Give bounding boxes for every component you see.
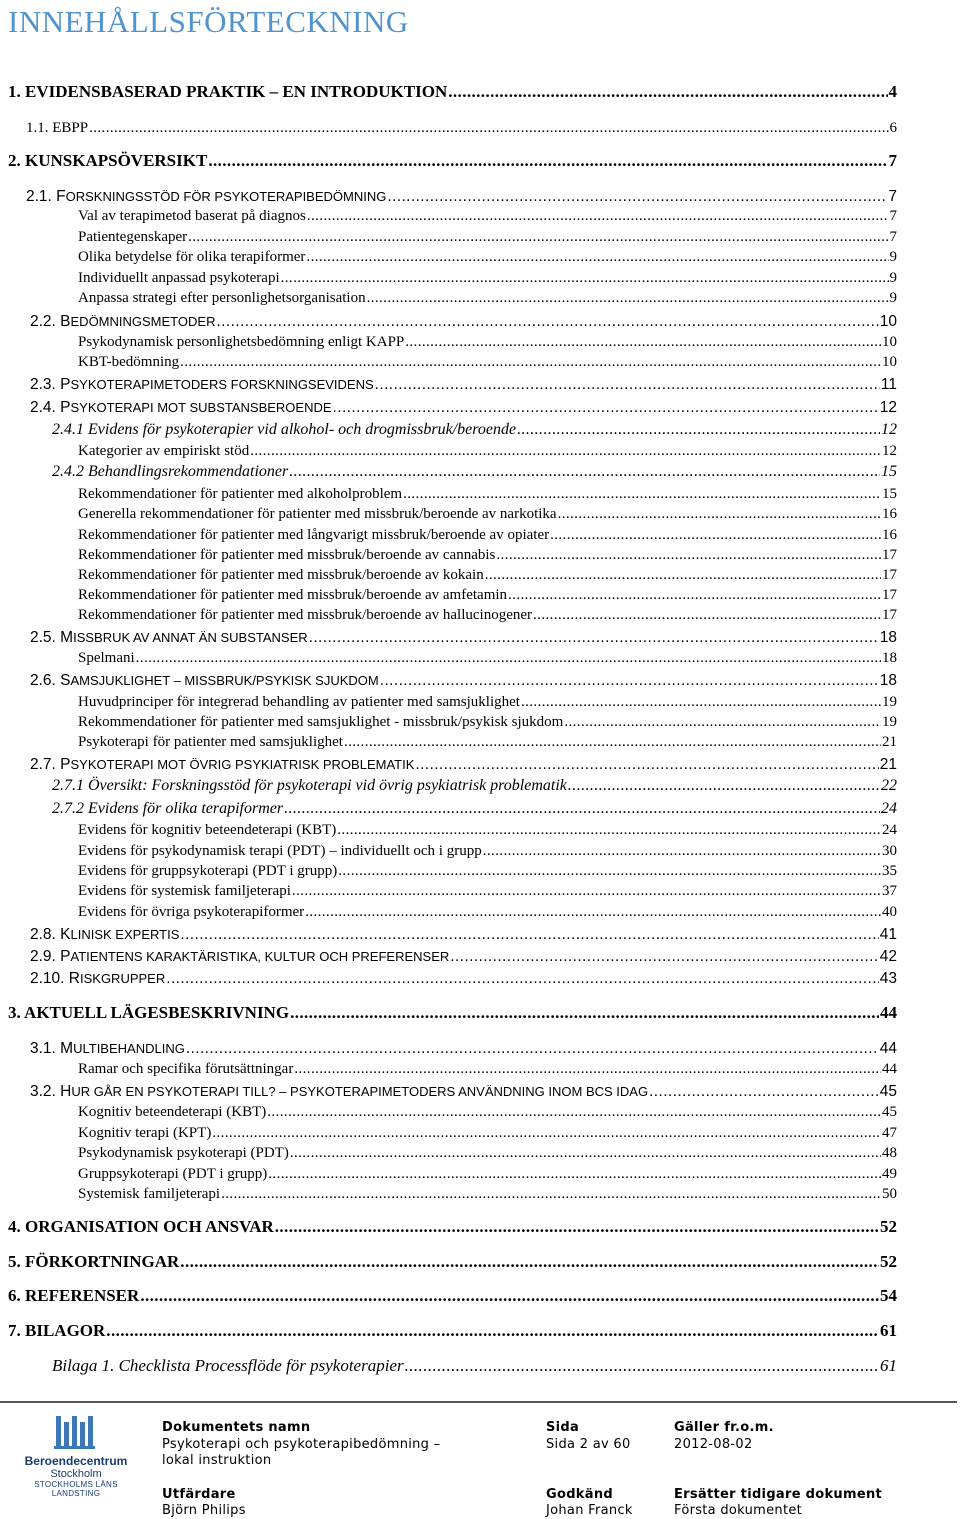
toc-page-number: 11 [880, 376, 897, 393]
toc-page-number: 61 [880, 1321, 897, 1340]
toc-page-number: 61 [880, 1356, 897, 1375]
toc-dot-leader [338, 863, 881, 880]
toc-page-number: 42 [879, 948, 897, 965]
toc-entry[interactable] [78, 883, 897, 900]
toc-entry-title: 2.4.1 Evidens för psykoterapier vid alkohol- och drogmissbruk/beroende [52, 421, 517, 438]
toc-entry[interactable] [26, 120, 897, 137]
toc-page-number: 30 [882, 843, 897, 859]
toc-dot-leader [485, 567, 881, 584]
toc-entry-rest: SYKOTERAPI MOT SUBSTANSBEROENDE [70, 400, 332, 415]
toc-entry-title [26, 188, 386, 206]
toc-entry[interactable] [78, 1145, 897, 1162]
toc-page-number: 9 [889, 249, 897, 265]
toc-dot-leader [275, 1217, 879, 1237]
toc-page-number: 7 [888, 188, 897, 205]
toc-entry-title: Ramar och specifika förutsättningar [78, 1061, 294, 1077]
toc-page-number: 54 [880, 1286, 897, 1305]
toc-dot-leader [533, 607, 881, 624]
toc-page-number: 21 [882, 734, 897, 750]
toc-page-number: 18 [879, 629, 897, 646]
toc-entry-title: Patientegenskaper [78, 229, 188, 245]
toc-dot-leader [294, 1061, 881, 1078]
toc-entry[interactable] [78, 290, 897, 307]
toc-page-number: 41 [879, 926, 897, 943]
toc-dot-leader [289, 463, 880, 481]
page-label: Sida [546, 1420, 580, 1435]
toc-dot-leader [186, 1040, 879, 1058]
toc-entry[interactable] [30, 376, 897, 394]
toc-dot-leader [568, 777, 880, 795]
valid-from-value: 2012-08-02 [674, 1437, 753, 1452]
toc-entry-title [30, 376, 374, 394]
toc-page-number: 17 [882, 547, 897, 563]
toc-entry-title: 4. ORGANISATION OCH ANSVAR [8, 1217, 274, 1236]
toc-entry-number: 2.5. [30, 629, 61, 646]
toc-page-number: 44 [882, 1061, 897, 1077]
toc-entry[interactable] [78, 734, 897, 751]
toc-entry-title [30, 926, 179, 944]
toc-entry[interactable] [78, 843, 897, 860]
toc-entry-title: Bilaga 1. Checklista Processflöde för psykoterapier [52, 1356, 404, 1375]
toc-entry-rest: SYKOTERAPI MOT ÖVRIG PSYKIATRISK PROBLEMATIK [70, 757, 415, 772]
toc-page-number: 9 [889, 290, 897, 306]
toc-page-number: 10 [879, 313, 897, 330]
toc-entry-rest: AMSJUKLIGHET – MISSBRUK/PSYKISK SJUKDOM [70, 673, 379, 688]
toc-dot-leader [333, 399, 879, 417]
toc-entry[interactable] [78, 567, 897, 584]
toc-page-number: 4 [888, 82, 897, 101]
toc-entry[interactable] [30, 672, 897, 690]
toc-entry-title: 3. AKTUELL LÄGESBESKRIVNING [8, 1003, 290, 1022]
toc-page-number: 45 [879, 1083, 897, 1100]
toc-entry-number: 3.2. [30, 1083, 61, 1100]
toc-entry[interactable] [8, 1252, 897, 1272]
beroendecentrum-logo-icon [48, 1414, 104, 1454]
toc-entry-title [30, 970, 165, 988]
toc-dot-leader [216, 313, 878, 331]
toc-entry-title: Psykodynamisk psykoterapi (PDT) [78, 1145, 289, 1161]
toc-page-number: 17 [882, 587, 897, 603]
toc-dot-leader [307, 208, 889, 225]
toc-entry-rest: EDÖMNINGSMETODER [70, 314, 216, 329]
doc-name-label: Dokumentets namn [162, 1420, 311, 1435]
toc-entry-number: 3.1. [30, 1040, 61, 1057]
toc-entry-initial: M [60, 629, 74, 646]
toc-page-number: 6 [889, 120, 897, 136]
toc-dot-leader [521, 694, 881, 711]
toc-entry-number: 2.9. [30, 948, 61, 965]
toc-entry-initial: P [60, 376, 71, 393]
toc-entry[interactable] [8, 1286, 897, 1306]
toc-dot-leader [89, 120, 888, 137]
toc-dot-leader [448, 82, 887, 102]
toc-entry-rest: ULTIBEHANDLING [73, 1041, 185, 1056]
toc-entry-title [30, 629, 308, 647]
toc-entry-title: 1.1. EBPP [26, 120, 89, 136]
toc-dot-leader [290, 1003, 879, 1023]
toc-dot-leader [140, 1286, 879, 1306]
toc-entry-rest: LINISK EXPERTIS [70, 927, 180, 942]
toc-entry[interactable] [78, 506, 897, 523]
toc-entry[interactable] [30, 926, 897, 944]
toc-entry[interactable] [52, 777, 897, 795]
toc-entry-title: Rekommendationer för patienter med långvarigt missbruk/beroende av opiater [78, 527, 550, 543]
toc-entry[interactable] [78, 229, 897, 246]
page-title: INNEHÅLLSFÖRTECKNING [8, 4, 409, 39]
footer-divider [0, 1401, 957, 1403]
toc-entry[interactable] [78, 1186, 897, 1203]
toc-entry-title: 2.7.1 Översikt: Forskningsstöd för psykoterapi vid övrig psykiatrisk problematik [52, 777, 567, 794]
toc-dot-leader [106, 1321, 879, 1341]
toc-entry[interactable] [78, 527, 897, 544]
toc-entry[interactable] [78, 547, 897, 564]
toc-dot-leader [208, 151, 887, 171]
toc-dot-leader [306, 249, 888, 266]
toc-dot-leader [221, 1186, 881, 1203]
toc-entry[interactable] [78, 443, 897, 460]
toc-page-number: 24 [882, 822, 897, 838]
toc-entry-title: Gruppsykoterapi (PDT i grupp) [78, 1166, 268, 1182]
toc-entry-initial: P [60, 948, 71, 965]
toc-page-number: 16 [882, 527, 897, 543]
toc-entry[interactable] [78, 1125, 897, 1142]
toc-entry[interactable] [30, 948, 897, 966]
toc-entry-title: Individuellt anpassad psykoterapi [78, 270, 280, 286]
toc-page-number: 48 [882, 1145, 897, 1161]
toc-page-number: 12 [882, 443, 897, 459]
toc-entry-title: 2.7.2 Evidens för olika terapiformer [52, 800, 284, 817]
toc-page-number: 12 [879, 399, 897, 416]
replaces-value: Första dokumentet [674, 1503, 803, 1518]
approved-label: Godkänd [546, 1487, 613, 1502]
toc-entry-title: Rekommendationer för patienter med missbruk/beroende av amfetamin [78, 587, 508, 603]
toc-entry-title: 2.4.2 Behandlingsrekommendationer [52, 463, 289, 480]
toc-entry[interactable] [30, 1083, 897, 1101]
toc-entry[interactable] [78, 587, 897, 604]
toc-entry-title: Huvudprinciper för integrerad behandling av patienter med samsjuklighet [78, 694, 520, 710]
toc-entry-number: 2.8. [30, 926, 61, 943]
toc-entry-title: Psykodynamisk personlighetsbedömning enligt KAPP [78, 334, 405, 350]
toc-entry[interactable] [26, 188, 897, 206]
toc-entry-title: Anpassa strategi efter personlighetsorganisation [78, 290, 366, 306]
toc-dot-leader [188, 229, 888, 246]
toc-entry-title: Evidens för systemisk familjeterapi [78, 883, 291, 899]
toc-entry[interactable] [30, 399, 897, 417]
toc-dot-leader [649, 1083, 879, 1101]
toc-entry-title [30, 313, 215, 331]
toc-page-number: 35 [882, 863, 897, 879]
toc-entry[interactable] [52, 800, 897, 818]
toc-entry[interactable] [8, 1003, 897, 1023]
toc-entry-title: Rekommendationer för patienter med samsjuklighet - missbruk/psykisk sjukdom [78, 714, 564, 730]
toc-page-number: 17 [882, 607, 897, 623]
toc-entry-title: Generella rekommendationer för patienter med missbruk/beroende av narkotika [78, 506, 557, 522]
toc-dot-leader [415, 756, 878, 774]
toc-entry-initial: F [56, 188, 66, 205]
toc-entry[interactable] [8, 151, 897, 171]
toc-entry-title: KBT-bedömning [78, 354, 180, 370]
doc-name-value-line2: lokal instruktion [162, 1453, 272, 1468]
toc-page-number: 15 [882, 486, 897, 502]
toc-page-number: 10 [882, 334, 897, 350]
toc-entry-number: 2.2. [30, 313, 61, 330]
toc-entry[interactable] [8, 82, 897, 102]
toc-dot-leader [337, 822, 881, 839]
toc-entry[interactable] [78, 822, 897, 839]
toc-page-number: 45 [882, 1104, 897, 1120]
toc-page-number: 49 [882, 1166, 897, 1182]
toc-entry-initial: P [60, 399, 71, 416]
toc-page-number: 50 [882, 1186, 897, 1202]
toc-entry-title: Evidens för gruppsykoterapi (PDT i grupp) [78, 863, 338, 879]
toc-page-number: 43 [879, 970, 897, 987]
toc-entry-rest: ISKGRUPPER [79, 971, 166, 986]
toc-dot-leader [309, 629, 879, 647]
logo-name: Beroendecentrum Stockholm [24, 1454, 128, 1480]
toc-entry-title [30, 1040, 185, 1058]
toc-page-number: 15 [881, 463, 897, 480]
toc-entry-title: 5. FÖRKORTNINGAR [8, 1252, 180, 1271]
toc-entry-title: Val av terapimetod baserat på diagnos [78, 208, 306, 224]
toc-entry-rest: UR GÅR EN PSYKOTERAPI TILL? – PSYKOTERAPIMETODERS ANVÄNDNING INOM BCS IDAG [71, 1084, 649, 1099]
toc-dot-leader [550, 527, 881, 544]
toc-entry-title: 7. BILAGOR [8, 1321, 106, 1340]
toc-page-number: 7 [889, 208, 897, 224]
toc-entry[interactable] [30, 756, 897, 774]
toc-dot-leader [180, 1252, 879, 1272]
toc-entry-title: Rekommendationer för patienter med missbruk/beroende av hallucinogener [78, 607, 533, 623]
toc-dot-leader [180, 926, 878, 944]
toc-dot-leader [450, 948, 878, 966]
toc-entry[interactable] [52, 421, 897, 439]
toc-entry-initial: R [68, 970, 80, 987]
toc-dot-leader [403, 486, 881, 503]
toc-entry-title: Kategorier av empiriskt stöd [78, 443, 250, 459]
toc-entry-initial: M [60, 1040, 74, 1057]
toc-page-number: 9 [889, 270, 897, 286]
toc-entry-rest: ISSBRUK AV ANNAT ÄN SUBSTANSER [73, 630, 308, 645]
toc-entry[interactable] [78, 650, 897, 667]
toc-entry[interactable] [78, 1166, 897, 1183]
toc-page-number: 22 [881, 777, 897, 794]
toc-entry-initial: H [60, 1083, 72, 1100]
toc-entry-title [30, 399, 332, 417]
toc-entry[interactable] [78, 863, 897, 880]
toc-page-number: 18 [879, 672, 897, 689]
toc-dot-leader [250, 443, 881, 460]
toc-page-number: 40 [882, 904, 897, 920]
toc-page-number: 47 [882, 1125, 897, 1141]
toc-entry-title: Spelmani [78, 650, 135, 666]
toc-page-number: 7 [888, 151, 897, 170]
toc-page-number: 19 [882, 714, 897, 730]
toc-entry[interactable] [78, 1061, 897, 1078]
toc-entry-rest: SYKOTERAPIMETODERS FORSKNINGSEVIDENS [70, 377, 374, 392]
toc-dot-leader [344, 734, 881, 751]
toc-dot-leader [558, 506, 881, 523]
toc-dot-leader [405, 1356, 879, 1376]
toc-dot-leader [387, 188, 887, 206]
toc-page-number: 18 [882, 650, 897, 666]
toc-entry[interactable] [78, 249, 897, 266]
toc-entry-title: 1. EVIDENSBASERAD PRAKTIK – EN INTRODUKTION [8, 82, 448, 101]
toc-page-number: 44 [880, 1003, 897, 1022]
toc-entry-title [30, 672, 379, 690]
toc-entry-number: 2.1. [26, 188, 57, 205]
toc-entry[interactable] [8, 1217, 897, 1237]
toc-entry[interactable] [78, 904, 897, 921]
toc-dot-leader [496, 547, 881, 564]
author-label: Utfärdare [162, 1487, 236, 1502]
toc-page-number: 37 [882, 883, 897, 899]
toc-entry-number: 2.6. [30, 672, 61, 689]
toc-entry-title: Kognitiv beteendeterapi (KBT) [78, 1104, 267, 1120]
toc-dot-leader [508, 587, 881, 604]
toc-page-number: 44 [879, 1040, 897, 1057]
toc-entry-title: Kognitiv terapi (KPT) [78, 1125, 212, 1141]
toc-entry[interactable] [78, 1104, 897, 1121]
toc-entry-initial: P [60, 756, 71, 773]
toc-entry-initial: K [60, 926, 71, 943]
toc-dot-leader [292, 883, 881, 900]
toc-dot-leader [405, 334, 881, 351]
toc-entry-title: Rekommendationer för patienter med missbruk/beroende av kokain [78, 567, 484, 583]
toc-page-number: 17 [882, 567, 897, 583]
toc-entry[interactable] [78, 208, 897, 225]
toc-entry-number: 2.10. [30, 970, 69, 987]
toc-dot-leader [305, 904, 881, 921]
logo-subtitle: STOCKHOLMS LÄNS LANDSTING [34, 1480, 118, 1498]
toc-dot-leader [284, 800, 880, 818]
approved-value: Johan Franck [546, 1503, 633, 1518]
toc-dot-leader [212, 1125, 881, 1142]
toc-page-number: 16 [882, 506, 897, 522]
toc-entry[interactable] [8, 1321, 897, 1341]
toc-entry[interactable] [52, 1356, 897, 1376]
toc-entry[interactable] [30, 1040, 897, 1058]
toc-entry[interactable] [30, 629, 897, 647]
toc-page-number: 7 [889, 229, 897, 245]
toc-page-number: 52 [880, 1252, 897, 1271]
toc-entry-title: 2. KUNSKAPSÖVERSIKT [8, 151, 208, 170]
page-value: Sida 2 av 60 [546, 1437, 631, 1452]
toc-entry-title: Psykoterapi för patienter med samsjuklighet [78, 734, 343, 750]
toc-dot-leader [290, 1145, 881, 1162]
toc-dot-leader [564, 714, 881, 731]
toc-entry[interactable] [78, 354, 897, 371]
toc-entry[interactable] [78, 270, 897, 287]
toc-dot-leader [517, 421, 880, 439]
doc-name-value-line1: Psykoterapi och psykoterapibedömning – [162, 1437, 441, 1452]
toc-entry-title [30, 1083, 648, 1101]
toc-dot-leader [267, 1104, 881, 1121]
toc-entry-initial: S [60, 672, 71, 689]
toc-entry-title: Evidens för psykodynamisk terapi (PDT) – individuellt och i grupp [78, 843, 482, 859]
logo [20, 1414, 132, 1498]
toc-dot-leader [380, 672, 879, 690]
toc-entry-initial: B [60, 313, 71, 330]
toc-dot-leader [483, 843, 881, 860]
toc-entry-title [30, 948, 449, 966]
toc-dot-leader [268, 1166, 881, 1183]
toc-entry-title [30, 756, 414, 774]
toc-entry[interactable] [78, 486, 897, 503]
toc-entry-number: 2.7. [30, 756, 61, 773]
toc-entry-title: Rekommendationer för patienter med alkoholproblem [78, 486, 403, 502]
toc-page-number: 10 [882, 354, 897, 370]
toc-page-number: 19 [882, 694, 897, 710]
toc-page-number: 21 [879, 756, 897, 773]
toc-dot-leader [281, 270, 889, 287]
toc-entry-title: Olika betydelse för olika terapiformer [78, 249, 306, 265]
toc-dot-leader [180, 354, 881, 371]
toc-entry-number: 2.4. [30, 399, 61, 416]
replaces-label: Ersätter tidigare dokument [674, 1487, 883, 1502]
toc-entry-rest: ORSKNINGSSTÖD FÖR PSYKOTERAPIBEDÖMNING [65, 189, 387, 204]
toc-entry[interactable] [78, 714, 897, 731]
author-value: Björn Philips [162, 1503, 246, 1518]
toc-dot-leader [367, 290, 889, 307]
toc-entry[interactable] [78, 334, 897, 351]
toc-dot-leader [375, 376, 880, 394]
toc-page-number: 52 [880, 1217, 897, 1236]
toc-page-number: 24 [881, 800, 897, 817]
toc-entry-number: 2.3. [30, 376, 61, 393]
toc-dot-leader [166, 970, 879, 988]
toc-entry[interactable] [78, 607, 897, 624]
toc-dot-leader [136, 650, 881, 667]
toc-entry-title: Systemisk familjeterapi [78, 1186, 221, 1202]
toc-entry-title: Evidens för övriga psykoterapiformer [78, 904, 305, 920]
valid-from-label: Gäller fr.o.m. [674, 1420, 774, 1435]
toc-entry[interactable] [52, 463, 897, 481]
toc-entry[interactable] [78, 694, 897, 711]
toc-entry[interactable] [30, 970, 897, 988]
toc-entry-rest: ATIENTENS KARAKTÄRISTIKA, KULTUR OCH PREFERENSER [70, 949, 450, 964]
toc-entry[interactable] [30, 313, 897, 331]
toc-page-number: 12 [881, 421, 897, 438]
toc-entry-title: 6. REFERENSER [8, 1286, 140, 1305]
toc-entry-title: Evidens för kognitiv beteendeterapi (KBT) [78, 822, 337, 838]
toc-entry-title: Rekommendationer för patienter med missbruk/beroende av cannabis [78, 547, 496, 563]
